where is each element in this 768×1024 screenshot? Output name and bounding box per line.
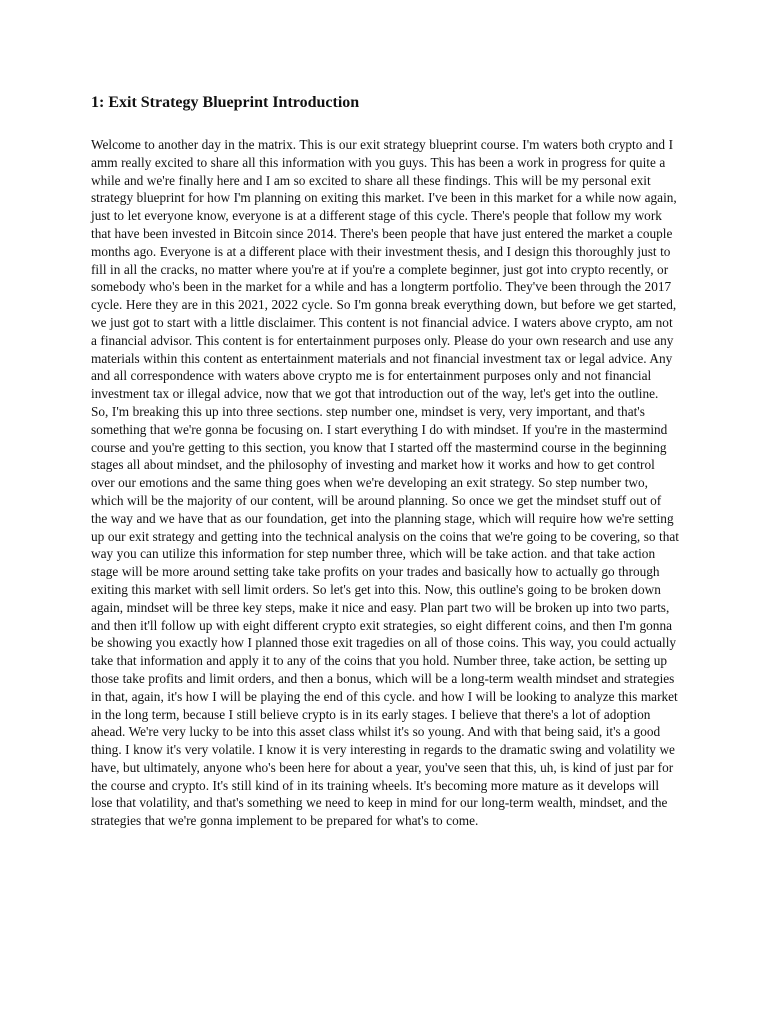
- document-body-paragraph: Welcome to another day in the matrix. This is our exit strategy blueprint course. I'm waters both crypto and I amm really excited to share all this information with you guys. This has been a work in progress for quite a while and we're finally here and I am so excited to share all these findings. This will be my personal exit strategy blueprint for how I'm planning on exiting this market. I've been in this market for a while now again, just to let everyone know, everyone is at a different stage of this cycle. There's people that follow my work that have been invested in Bitcoin since 2014. There's been people that have just entered the market a couple months ago. Everyone is at a different place with their investment thesis, and I design this thoroughly just to fill in all the cracks, no matter where you're at if you're a complete beginner, just got into crypto recently, or somebody who's been in the market for a while and has a longterm portfolio. They've been through the 2017 cycle. Here they are in this 2021, 2022 cycle. So I'm gonna break everything down, but before we get started, we just got to start with a little disclaimer. This content is not financial advice. I waters above crypto, am not a financial advisor. This content is for entertainment purposes only. Please do your own research and use any materials within this content as entertainment materials and not financial investment tax or legal advice. Any and all correspondence with waters above crypto me is for entertainment purposes only and not financial investment tax or illegal advice, now that we got that introduction out of the way, let's get into the outline. So, I'm breaking this up into three sections. step number one, mindset is very, very important, and that's something that we're gonna be focusing on. I start everything I do with mindset. If you're in the mastermind course and you're getting to this section, you know that I started off the mastermind course in the beginning stages all about mindset, and the philosophy of investing and market how it works and how to get control over our emotions and the same thing goes when we're developing an exit strategy. So step number two, which will be the majority of our content, will be around planning. So once we get the mindset stuff out of the way and we have that as our foundation, get into the planning stage, which will require how we're setting up our exit strategy and getting into the technical analysis on the coins that we're going to be covering, so that way you can utilize this information for step number three, which will be take action. and that take action stage will be more around setting take take profits on your trades and basically how to actually go through exiting this market with sell limit orders. So let's get into this. Now, this outline's going to be broken down again, mindset will be three key steps, make it nice and easy. Plan part two will be broken up into two parts, and then it'll follow up with eight different crypto exit strategies, so eight different coins, and then I'm gonna be showing you exactly how I planned those exit tragedies on all of those coins. This way, you could actually take that information and apply it to any of the coins that you hold. Number three, take action, be setting up those take profits and limit orders, and then a bonus, which will be a long-term wealth mindset and strategies in that, again, it's how I will be playing the end of this cycle. and how I will be looking to analyze this market in the long term, because I still believe crypto is in its early stages. I believe that there's a lot of adoption ahead. We're very lucky to be into this asset class whilst it's so young. And with that being said, it's a good thing. I know it's very volatile. I know it is very interesting in regards to the dramatic swing and volatility we have, but ultimately, anyone who's been here for about a year, you've seen that this, uh, is kind of just par for the course and crypto. It's still kind of in its training wheels. It's becoming more mature as it develops will lose that volatility, and that's something we need to keep in mind for our long-term wealth, mindset, and the strategies that we're gonna implement to be prepared for what's to come.: [91, 137, 679, 829]
- document-page: [91, 92, 679, 830]
- document-title: 1: Exit Strategy Blueprint Introduction: [91, 94, 360, 111]
